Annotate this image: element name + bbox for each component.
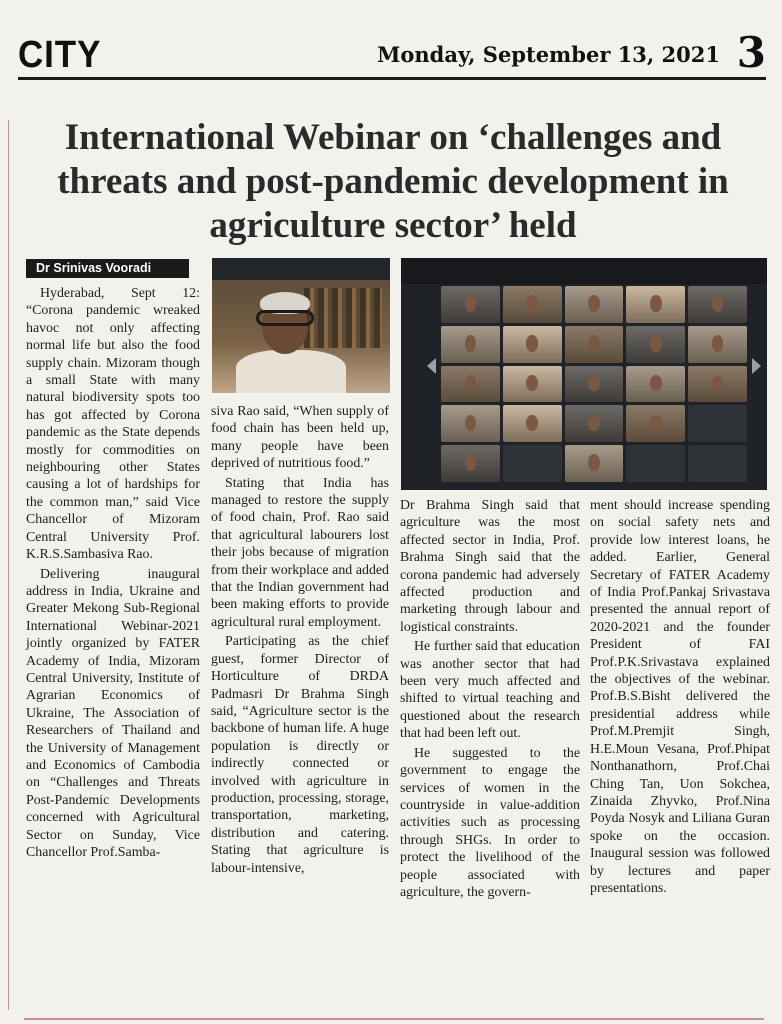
- paragraph: Hyderabad, Sept 12: “Corona pandemic wreaked havoc not only affecting normal life but also the food supply chain. Mizoram though a small State with many natural biodiversity spots too has got affected by Corona pandemic as the State depends mostly for commodities on neighbouring other States causing a lot of hardships for the common man,” said Vice Chancellor of Mizoram Central University Prof. K.R.S.Sambasiva Rao.: [26, 286, 200, 563]
- participant-tile: [565, 286, 624, 323]
- paragraph: Stating that India has managed to restore the supply of food chain, Prof. Rao said that agricultural labourers lost their jobs because of migration from their workplace and added that the Indian government had been making efforts to provide agricultural rural employment.: [211, 475, 389, 630]
- participant-tile: [441, 286, 500, 323]
- participant-tile: [565, 445, 624, 482]
- participant-tile: [565, 405, 624, 442]
- paragraph: Participating as the chief guest, former Director of Horticulture of DRDA Padmasri Dr Brahma Singh said, “Agriculture sector is the backbone of human life. A huge population is directly or indirectly connected or involved with agriculture in production, processing, storage, transportation, marketing, distribution and catering. Stating that agriculture is labour-intensive,: [211, 634, 389, 876]
- participant-tile: [626, 445, 685, 482]
- participant-tile: [688, 326, 747, 363]
- participant-tile: [626, 405, 685, 442]
- article-headline: International Webinar on ‘challenges and threats and post-pandemic development in agriculture sector’ held: [57, 117, 729, 246]
- headset-icon: [256, 310, 314, 326]
- participant-tile: [688, 445, 747, 482]
- participant-tile: [626, 366, 685, 403]
- participant-tile: [688, 405, 747, 442]
- issue-date: Monday, September 13, 2021: [377, 42, 720, 67]
- paragraph: ment should increase spending on social safety nets and provide low interest loans, he added. Earlier, General Secretary of FATER Academy of India Prof.Pankaj Srivastava presented the annual report of 2020-2021 and the founder President of FAI Prof.P.K.Srivastava explained the objectives of the webinar. Prof.B.S.Bisht delivered the presidential address while Prof.M.Premjit Singh, H.E.Moun Vesana, Prof.Phipat Nonthanathorn, Prof.Chai Ching Tan, Uon Sokchea, Zinaida Zhyvko, Prof.Nina Poyda Nosyk and Liliana Guran spoke on the occasion. Inaugural session was followed by lectures and paper presentations.: [590, 498, 770, 896]
- participant-tile: [441, 326, 500, 363]
- arrow-right-icon: [752, 358, 761, 374]
- participant-tile: [441, 366, 500, 403]
- paragraph: He further said that education was another sector that had been very much affected and shifted to virtual teaching and questioned about the research that had been left out.: [400, 639, 580, 742]
- author-byline: Dr Srinivas Vooradi: [26, 259, 189, 278]
- webinar-gallery-photo: [401, 258, 767, 490]
- video-window-bar: [401, 258, 767, 284]
- webinar-speaker-photo: [212, 258, 390, 393]
- page-number: 3: [736, 28, 766, 77]
- participant-tile: [626, 326, 685, 363]
- paragraph: siva Rao said, “When supply of food chain has been held up, many people have been deprived of nutritious food.”: [211, 404, 389, 472]
- bookshelf-shape: [304, 288, 382, 348]
- paragraph: Delivering inaugural address in India, Ukraine and Greater Mekong Sub-Regional International Webinar-2021 jointly organized by FATER Academy of India, Mizoram Central University, Institute of Agrarian Economics of Ukraine, The Association of Researchers of Thailand and the University of Management and Economics of Cambodia on “Challenges and Threats Post-Pandemic Developments concerned with Agricultural Sector on Sunday, Vice Chancellor Prof.Samba-: [26, 566, 200, 860]
- section-name: CITY: [18, 34, 102, 76]
- participant-tile: [503, 445, 562, 482]
- participant-tile: [688, 366, 747, 403]
- participant-tile: [441, 405, 500, 442]
- left-column-rule: [8, 120, 9, 1010]
- bottom-rule: [24, 1018, 764, 1020]
- participant-tile: [503, 405, 562, 442]
- paragraph: Dr Brahma Singh said that agriculture was the most affected sector in India, Prof. Brahma Singh said that the corona pandemic had adversely affected production and marketing through labour and logistical constraints.: [400, 498, 580, 635]
- participant-tile: [565, 366, 624, 403]
- speaker-shirt: [236, 350, 346, 393]
- participant-tile: [503, 286, 562, 323]
- participant-grid: [441, 286, 747, 482]
- arrow-left-icon: [427, 358, 436, 374]
- participant-tile: [441, 445, 500, 482]
- participant-tile: [503, 326, 562, 363]
- participant-tile: [626, 286, 685, 323]
- masthead: [18, 30, 766, 80]
- video-window-bar: [212, 258, 390, 280]
- participant-tile: [688, 286, 747, 323]
- participant-tile: [565, 326, 624, 363]
- article-column-3: [400, 497, 580, 903]
- article-column-2: [211, 403, 389, 879]
- participant-tile: [503, 366, 562, 403]
- article-column-4: [590, 497, 770, 899]
- article-column-1: [26, 285, 200, 863]
- paragraph: He suggested to the government to engage the services of women in the countryside in value-addition activities such as processing through SHGs. In order to protect the livelihood of the people associated with agriculture, the govern-: [400, 745, 580, 900]
